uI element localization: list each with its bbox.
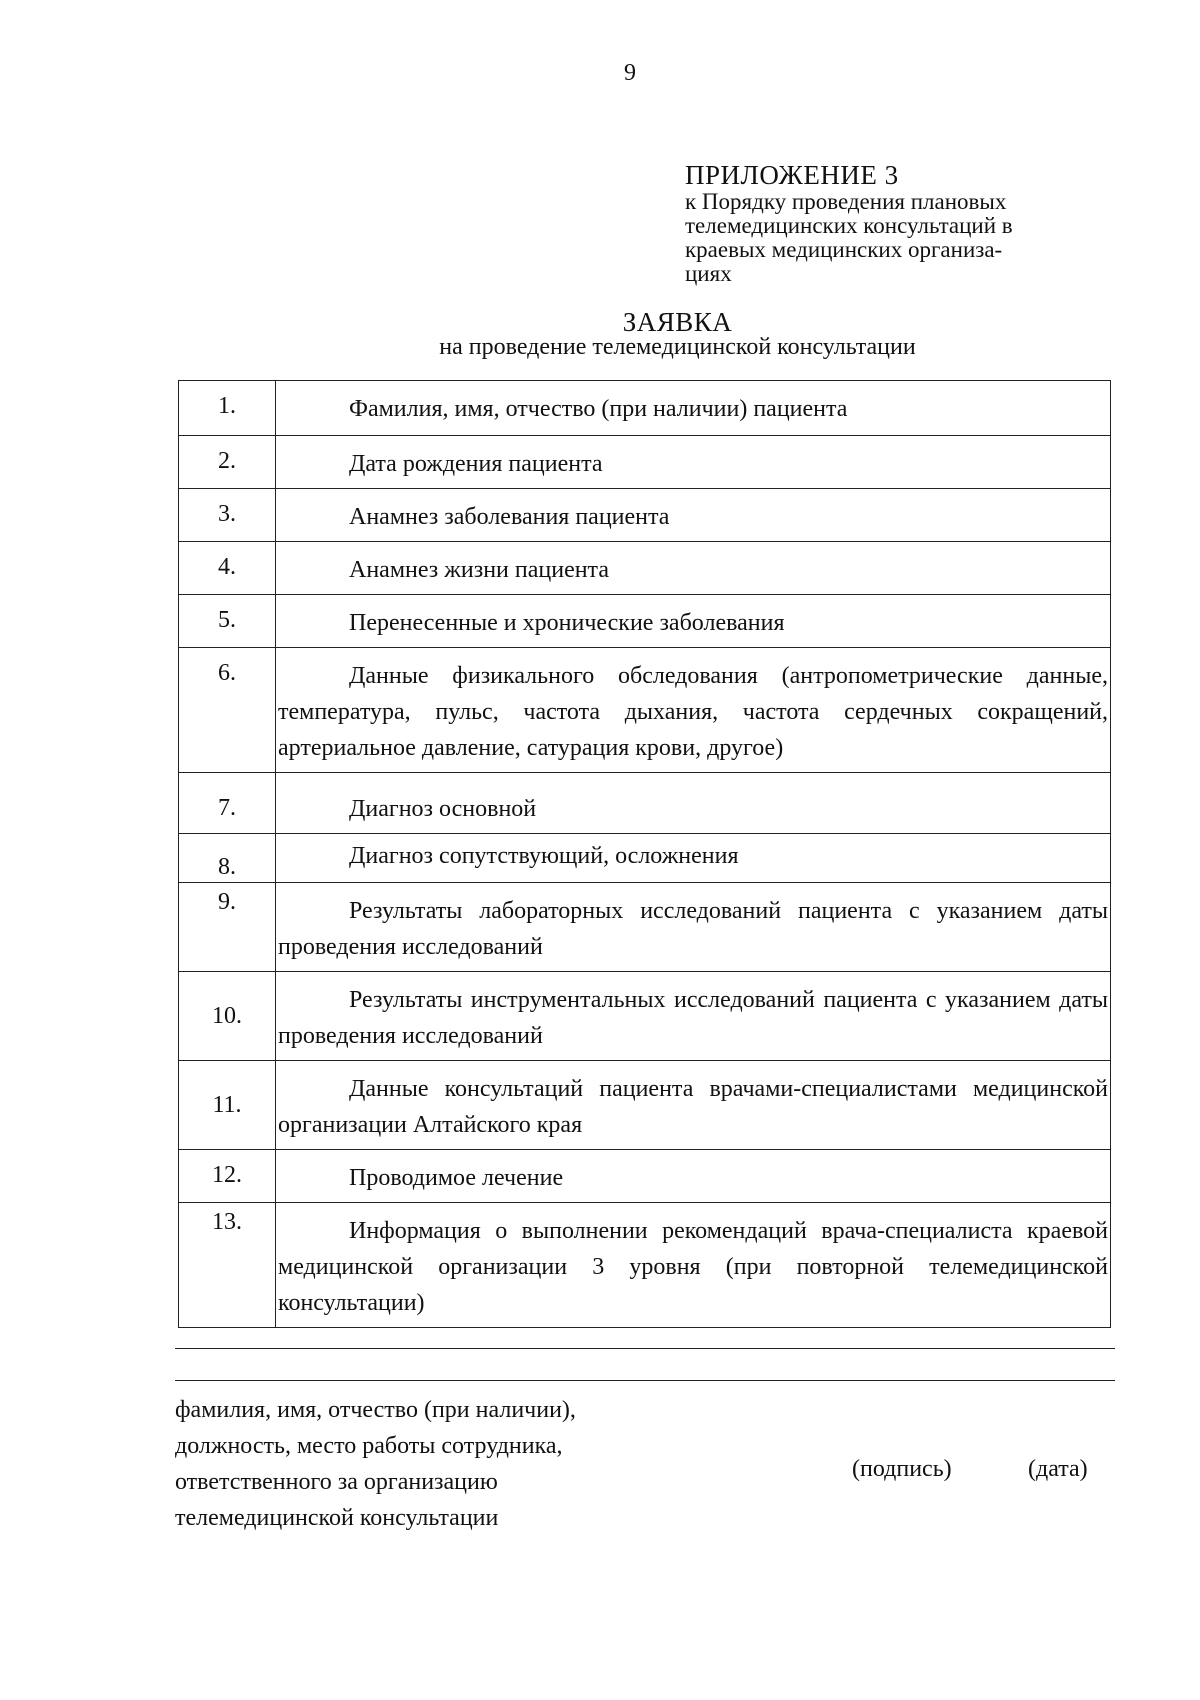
row-number: 1.	[179, 381, 276, 436]
table-row	[179, 381, 1111, 436]
signature-line-upper	[175, 1348, 1115, 1349]
row-text	[276, 381, 1111, 436]
row-number: 6.	[179, 648, 276, 773]
row-text-content: Анамнез жизни пациента	[349, 557, 609, 583]
row-number: 11.	[179, 1061, 276, 1150]
appendix-block	[685, 160, 1105, 286]
table-row	[179, 1061, 1111, 1150]
row-text-content: Дата рождения пациента	[349, 451, 603, 477]
row-text	[276, 773, 1111, 834]
row-text	[276, 834, 1111, 883]
page-number: 9	[624, 60, 636, 86]
row-number: 8.	[179, 834, 276, 883]
table-row	[179, 883, 1111, 972]
document-subtitle: на проведение телемедицинской консультации	[439, 334, 916, 360]
row-text	[276, 648, 1111, 773]
table-row	[179, 972, 1111, 1061]
row-text-content: Проводимое лечение	[349, 1165, 564, 1191]
row-text	[276, 489, 1111, 542]
document-title: ЗАЯВКА	[622, 307, 733, 337]
row-number: 3.	[179, 489, 276, 542]
date-label: (дата)	[1028, 1456, 1088, 1482]
signature-label: (подпись)	[852, 1456, 952, 1482]
row-number: 5.	[179, 595, 276, 648]
row-text	[276, 1150, 1111, 1203]
row-text-content: Результаты инструментальных исследований пациента с указанием даты проведения исследований	[278, 987, 1108, 1049]
table-row	[179, 542, 1111, 595]
row-number: 2.	[179, 436, 276, 489]
row-text	[276, 883, 1111, 972]
table-row	[179, 489, 1111, 542]
table-row	[179, 436, 1111, 489]
signature-caption: фамилия, имя, отчество (при наличии), должность, место работы сотрудника, ответственного за организацию телемедицинской консультации	[175, 1397, 576, 1531]
row-number: 13.	[179, 1203, 276, 1328]
table-row	[179, 1150, 1111, 1203]
row-text	[276, 436, 1111, 489]
row-text-content: Данные физикального обследования (антропометрические данные, температура, пульс, частота дыхания, частота сердечных сокращений, артериальное давление, сатурация крови, другое)	[278, 663, 1108, 761]
appendix-title: ПРИЛОЖЕНИЕ 3	[685, 160, 899, 190]
signature-line-lower	[175, 1380, 1115, 1381]
row-number: 9.	[179, 883, 276, 972]
row-text-content: Перенесенные и хронические заболевания	[349, 610, 785, 636]
row-text-content: Диагноз сопутствующий, осложнения	[349, 843, 739, 869]
row-text	[276, 595, 1111, 648]
row-text-content: Данные консультаций пациента врачами-специалистами медицинской организации Алтайского края	[278, 1076, 1108, 1138]
row-text-content: Диагноз основной	[349, 796, 537, 822]
table-row	[179, 773, 1111, 834]
row-text	[276, 1061, 1111, 1150]
row-text	[276, 542, 1111, 595]
table-row	[179, 595, 1111, 648]
row-text	[276, 972, 1111, 1061]
appendix-subtitle: к Порядку проведения плановых телемедицинских консультаций в краевых медицинских организа- циях	[685, 189, 1013, 286]
row-text	[276, 1203, 1111, 1328]
row-text-content: Результаты лабораторных исследований пациента с указанием даты проведения исследований	[278, 898, 1108, 960]
request-form-table	[178, 380, 1111, 1328]
row-number: 4.	[179, 542, 276, 595]
row-number: 7.	[179, 773, 276, 834]
table-row	[179, 1203, 1111, 1328]
row-text-content: Информация о выполнении рекомендаций врача-специалиста краевой медицинской организации 3 уровня (при повторной телемедицинской консультации)	[278, 1218, 1108, 1316]
row-number: 10.	[179, 972, 276, 1061]
row-text-content: Фамилия, имя, отчество (при наличии) пациента	[349, 396, 848, 422]
row-text-content: Анамнез заболевания пациента	[349, 504, 670, 530]
table-row	[179, 648, 1111, 773]
table-row	[179, 834, 1111, 883]
row-number: 12.	[179, 1150, 276, 1203]
